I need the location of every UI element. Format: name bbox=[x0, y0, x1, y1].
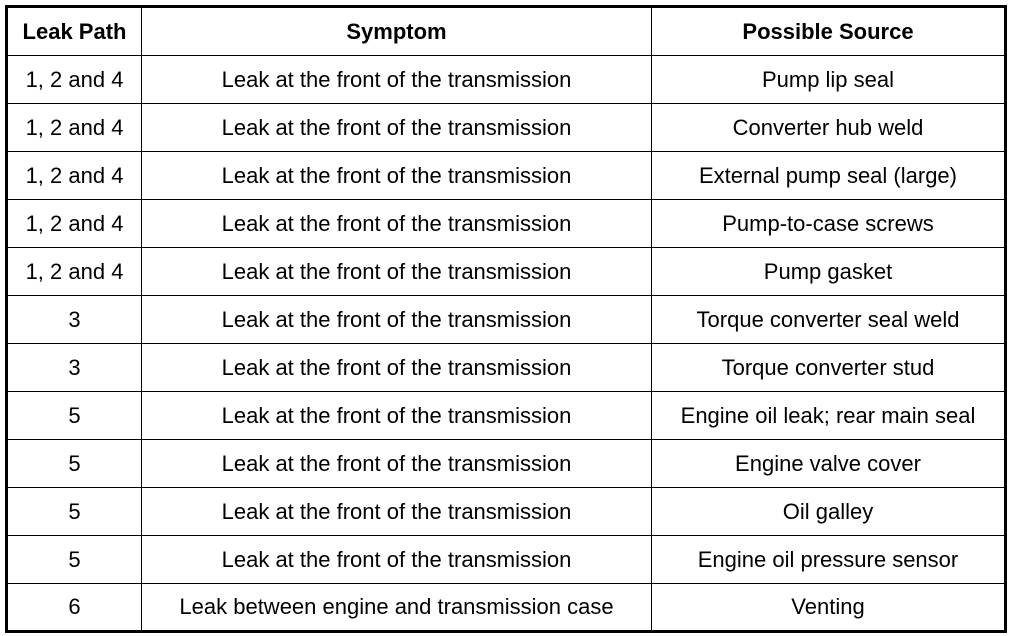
cell-symptom: Leak at the front of the transmission bbox=[142, 248, 652, 296]
cell-symptom: Leak at the front of the transmission bbox=[142, 56, 652, 104]
cell-symptom: Leak at the front of the transmission bbox=[142, 104, 652, 152]
cell-leak-path: 1, 2 and 4 bbox=[7, 200, 142, 248]
cell-symptom: Leak at the front of the transmission bbox=[142, 488, 652, 536]
cell-possible-source: Engine oil leak; rear main seal bbox=[652, 392, 1006, 440]
table-row bbox=[7, 392, 1006, 440]
cell-possible-source: Pump-to-case screws bbox=[652, 200, 1006, 248]
cell-possible-source: Converter hub weld bbox=[652, 104, 1006, 152]
cell-symptom: Leak at the front of the transmission bbox=[142, 392, 652, 440]
cell-symptom: Leak at the front of the transmission bbox=[142, 152, 652, 200]
cell-leak-path: 3 bbox=[7, 344, 142, 392]
cell-symptom: Leak between engine and transmission case bbox=[142, 584, 652, 632]
cell-possible-source: External pump seal (large) bbox=[652, 152, 1006, 200]
header-row bbox=[7, 7, 1006, 56]
cell-leak-path: 1, 2 and 4 bbox=[7, 248, 142, 296]
cell-leak-path: 1, 2 and 4 bbox=[7, 104, 142, 152]
cell-symptom: Leak at the front of the transmission bbox=[142, 536, 652, 584]
cell-leak-path: 3 bbox=[7, 296, 142, 344]
cell-leak-path: 5 bbox=[7, 536, 142, 584]
table-row bbox=[7, 200, 1006, 248]
cell-leak-path: 1, 2 and 4 bbox=[7, 56, 142, 104]
header-possible-source: Possible Source bbox=[652, 7, 1006, 56]
cell-possible-source: Engine valve cover bbox=[652, 440, 1006, 488]
cell-leak-path: 6 bbox=[7, 584, 142, 632]
table-row bbox=[7, 152, 1006, 200]
cell-leak-path: 5 bbox=[7, 440, 142, 488]
table-row bbox=[7, 536, 1006, 584]
table-wrapper bbox=[5, 5, 1007, 633]
cell-possible-source: Pump lip seal bbox=[652, 56, 1006, 104]
cell-leak-path: 1, 2 and 4 bbox=[7, 152, 142, 200]
cell-possible-source: Pump gasket bbox=[652, 248, 1006, 296]
table-row bbox=[7, 440, 1006, 488]
table-row bbox=[7, 488, 1006, 536]
table-row bbox=[7, 296, 1006, 344]
cell-symptom: Leak at the front of the transmission bbox=[142, 344, 652, 392]
table-body bbox=[7, 56, 1006, 632]
header-leak-path: Leak Path bbox=[7, 7, 142, 56]
cell-possible-source: Oil galley bbox=[652, 488, 1006, 536]
cell-leak-path: 5 bbox=[7, 488, 142, 536]
cell-symptom: Leak at the front of the transmission bbox=[142, 296, 652, 344]
table-row bbox=[7, 56, 1006, 104]
cell-leak-path: 5 bbox=[7, 392, 142, 440]
table-row bbox=[7, 344, 1006, 392]
table-row bbox=[7, 584, 1006, 632]
cell-possible-source: Venting bbox=[652, 584, 1006, 632]
cell-possible-source: Torque converter stud bbox=[652, 344, 1006, 392]
cell-symptom: Leak at the front of the transmission bbox=[142, 440, 652, 488]
table-header bbox=[7, 7, 1006, 56]
cell-possible-source: Torque converter seal weld bbox=[652, 296, 1006, 344]
leak-diagnosis-table bbox=[5, 5, 1007, 633]
table-row bbox=[7, 104, 1006, 152]
header-symptom: Symptom bbox=[142, 7, 652, 56]
cell-possible-source: Engine oil pressure sensor bbox=[652, 536, 1006, 584]
table-row bbox=[7, 248, 1006, 296]
cell-symptom: Leak at the front of the transmission bbox=[142, 200, 652, 248]
